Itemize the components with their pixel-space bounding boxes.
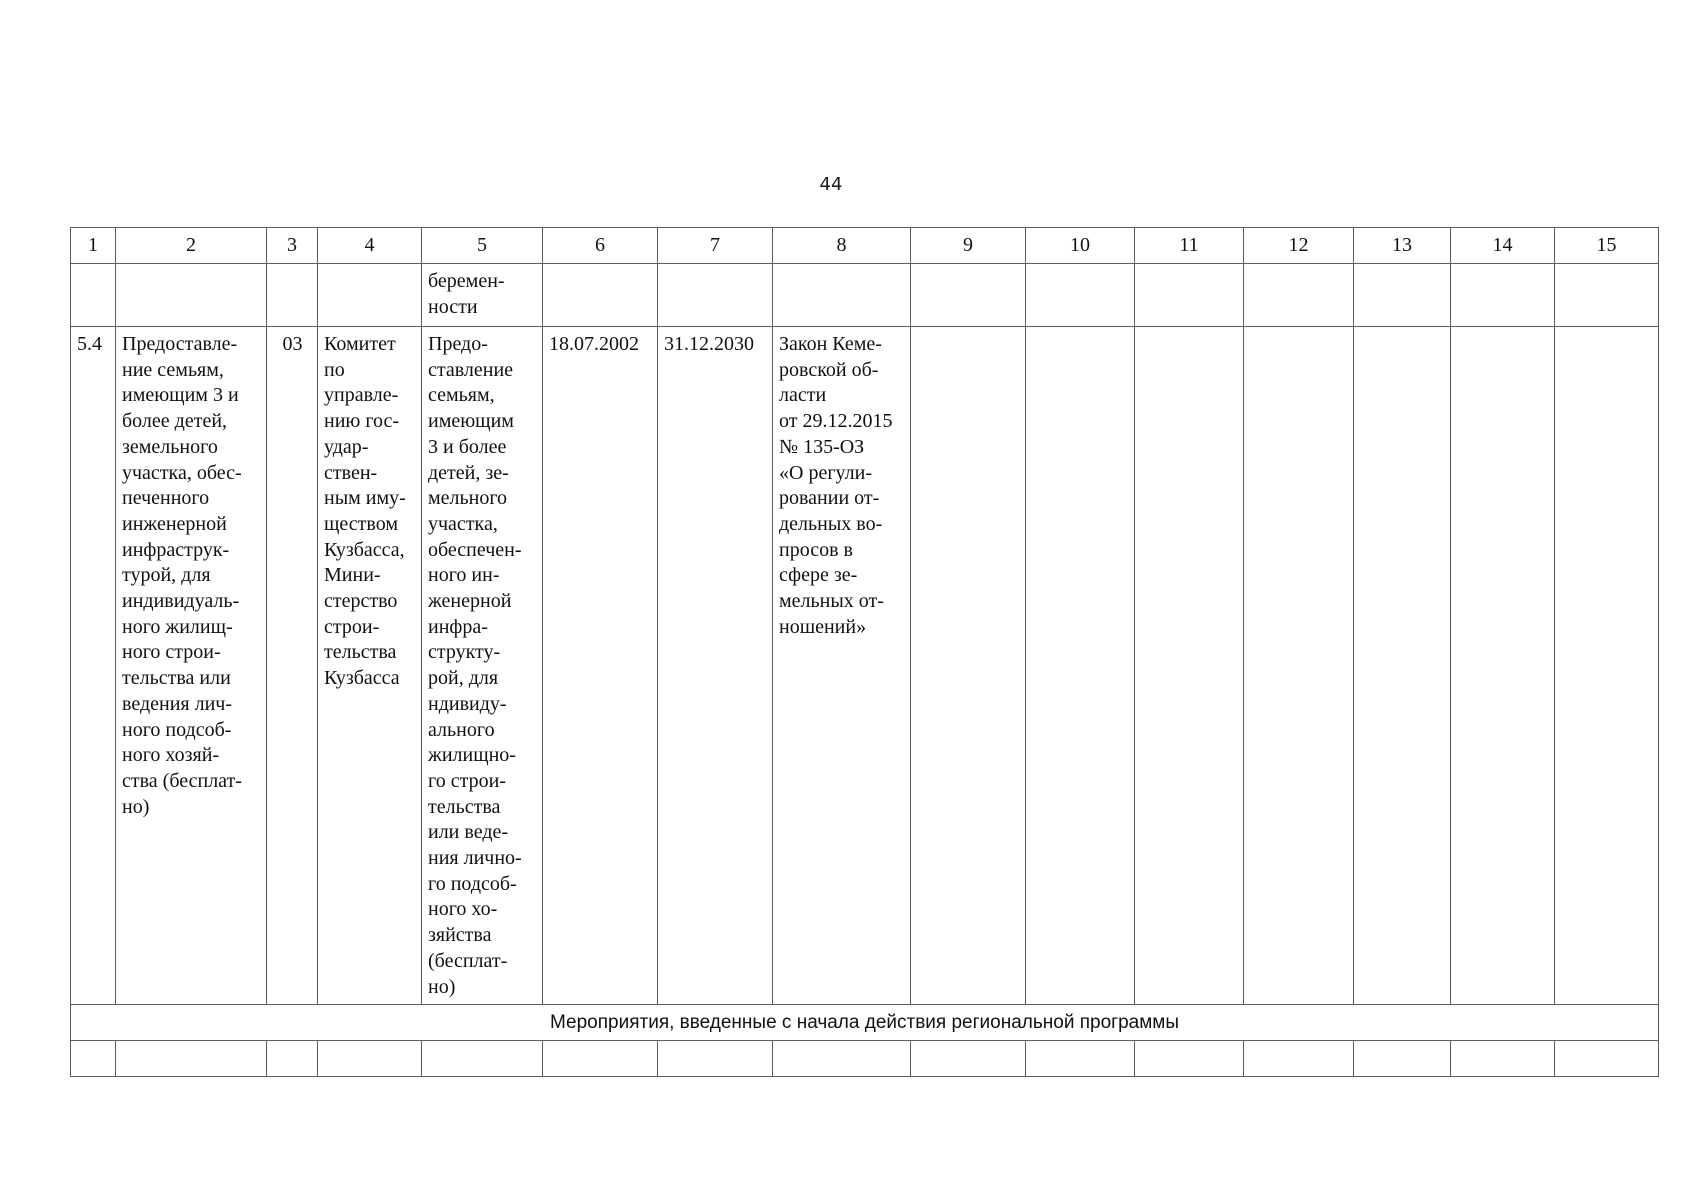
column-header: 15 — [1555, 228, 1659, 264]
table-cell — [116, 264, 267, 327]
column-header: 11 — [1135, 228, 1244, 264]
column-header: 1 — [71, 228, 116, 264]
table-cell — [267, 1041, 318, 1077]
table-cell — [911, 264, 1026, 327]
page-number: 44 — [819, 174, 843, 195]
column-header: 6 — [543, 228, 658, 264]
table-cell — [116, 1041, 267, 1077]
column-header: 9 — [911, 228, 1026, 264]
description-cell: Предо- ставление семьям, имеющим 3 и более детей, зе- мельного участка, обеспечен- ного ин- женерной инфра- структу- рой, для ндивиду- ального жилищно- го строи- тельства или веде- ния лично- го подсоб- ного хо- зяйства (бесплат- но) — [422, 327, 543, 1005]
column-header: 10 — [1026, 228, 1135, 264]
item-number-cell: 5.4 — [71, 327, 116, 1005]
column-header: 8 — [773, 228, 911, 264]
start-date-cell: 18.07.2002 — [543, 327, 658, 1005]
continued-description-cell: беремен- ности — [422, 264, 543, 327]
table-cell — [1451, 1041, 1555, 1077]
table-cell — [658, 1041, 773, 1077]
column-header: 12 — [1244, 228, 1354, 264]
column-header: 4 — [318, 228, 422, 264]
table-cell — [1555, 327, 1659, 1005]
table-cell — [1026, 264, 1135, 327]
table-cell — [71, 1041, 116, 1077]
column-header: 13 — [1354, 228, 1451, 264]
table-cell — [318, 264, 422, 327]
table-cell — [1026, 327, 1135, 1005]
section-header-row — [71, 1005, 1659, 1041]
table-cell — [773, 1041, 911, 1077]
measure-name-cell: Предоставле- ние семьям, имеющим 3 и более детей, земельного участка, обес- печенного инженерной инфраструк- турой, для индивидуаль- ного жилищ- ного строи- тельства или ведения лич- ного подсоб- ного хозяй- ства (бесплат- но) — [116, 327, 267, 1005]
table-cell — [1555, 264, 1659, 327]
end-date-cell: 31.12.2030 — [658, 327, 773, 1005]
table-cell — [318, 1041, 422, 1077]
authority-cell: Комитет по управле- нию гос- удар- ствен- ным иму- ществом Кузбасса, Мини- стерство строи- тельства Кузбасса — [318, 327, 422, 1005]
table-cell — [1244, 264, 1354, 327]
code-cell: 03 — [267, 327, 318, 1005]
column-header: 14 — [1451, 228, 1555, 264]
column-header: 2 — [116, 228, 267, 264]
table-cell — [71, 264, 116, 327]
column-header: 7 — [658, 228, 773, 264]
section-title: Мероприятия, введенные с начала действия региональной программы — [71, 1005, 1659, 1041]
table-cell — [543, 1041, 658, 1077]
table-cell — [1354, 264, 1451, 327]
measures-table — [70, 227, 1659, 1077]
table-cell — [1244, 1041, 1354, 1077]
table-row — [71, 327, 1659, 1005]
table-cell — [1354, 1041, 1451, 1077]
table-row — [71, 1041, 1659, 1077]
table-cell — [1135, 1041, 1244, 1077]
table-cell — [911, 1041, 1026, 1077]
table-cell — [1135, 327, 1244, 1005]
table-row — [71, 264, 1659, 327]
table-cell — [543, 264, 658, 327]
table-cell — [1354, 327, 1451, 1005]
column-header: 3 — [267, 228, 318, 264]
table-cell — [422, 1041, 543, 1077]
table-cell — [1555, 1041, 1659, 1077]
table-cell — [911, 327, 1026, 1005]
table-cell — [1135, 264, 1244, 327]
table-cell — [1026, 1041, 1135, 1077]
table-cell — [773, 264, 911, 327]
table-cell — [1244, 327, 1354, 1005]
legal-basis-cell: Закон Кеме- ровской об- ласти от 29.12.2015 № 135-ОЗ «О регули- ровании от- дельных во- просов в сфере зе- мельных от- ношений» — [773, 327, 911, 1005]
table-cell — [658, 264, 773, 327]
table-cell — [1451, 327, 1555, 1005]
table-cell — [267, 264, 318, 327]
table-header-row — [71, 228, 1659, 264]
table-cell — [1451, 264, 1555, 327]
column-header: 5 — [422, 228, 543, 264]
